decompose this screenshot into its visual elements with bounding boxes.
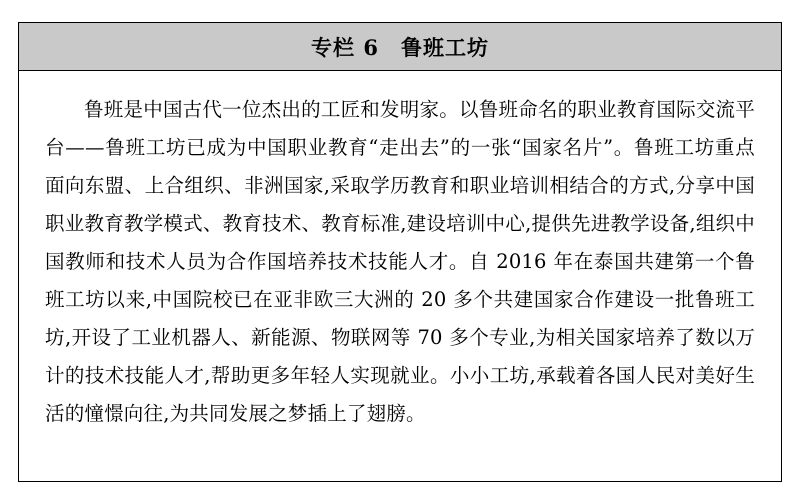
feature-box-paragraph: 鲁班是中国古代一位杰出的工匠和发明家。以鲁班命名的职业教育国际交流平台——鲁班工坊已成为中国职业教育“走出去”的一张“国家名片”。鲁班工坊重点面向东盟、上合组织、非洲国家,采取学历教育和职业培训相结合的方式,分享中国职业教育教学模式、教育技术、教育标准,建设培训中心,提供先进教学设备,组织中国教师和技术人员为合作国培养技术技能人才。自 2016 年在泰国共建第一个鲁班工坊以来,中国院校已在亚非欧三大洲的 20 多个共建国家合作建设一批鲁班工坊,开设了工业机器人、新能源、物联网等 70 多个专业,为相关国家培养了数以万计的技术技能人才,帮助更多年轻人实现就业。小小工坊,承载着各国人民对美好生活的憧憬向往,为共同发展之梦插上了翅膀。 (45, 98, 755, 425)
feature-box (18, 22, 782, 482)
feature-box-title: 专栏 6 鲁班工坊 (311, 34, 489, 60)
feature-box-header (19, 23, 781, 71)
feature-box-body (19, 71, 781, 447)
